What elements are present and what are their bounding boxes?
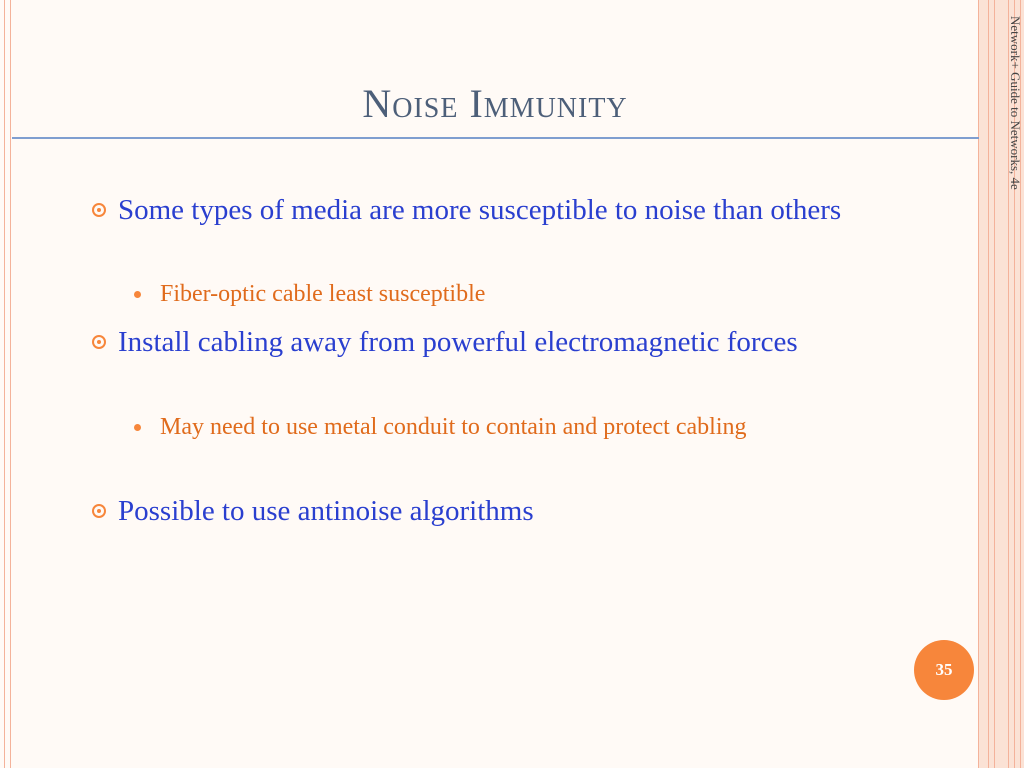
slide-title: Noise Immunity	[362, 81, 628, 126]
sub-bullet-marker-icon	[134, 424, 141, 431]
bullet-item: Some types of media are more susceptible to noise than others	[118, 194, 842, 226]
bullet-marker-icon	[92, 504, 106, 518]
sub-bullet-item: Fiber-optic cable least susceptible	[160, 281, 486, 307]
sub-bullet-marker-icon	[134, 291, 141, 298]
side-caption: Network+ Guide to Networks, 4e	[1008, 16, 1023, 190]
bullet-item: Install cabling away from powerful electromagnetic forces	[118, 326, 798, 358]
bullet-marker-icon	[92, 203, 106, 217]
bullet-item: Possible to use antinoise algorithms	[118, 495, 534, 527]
sub-bullet-item: May need to use metal conduit to contain and protect cabling	[160, 414, 747, 440]
page-number-badge: 35	[914, 640, 974, 700]
bullet-marker-icon	[92, 335, 106, 349]
